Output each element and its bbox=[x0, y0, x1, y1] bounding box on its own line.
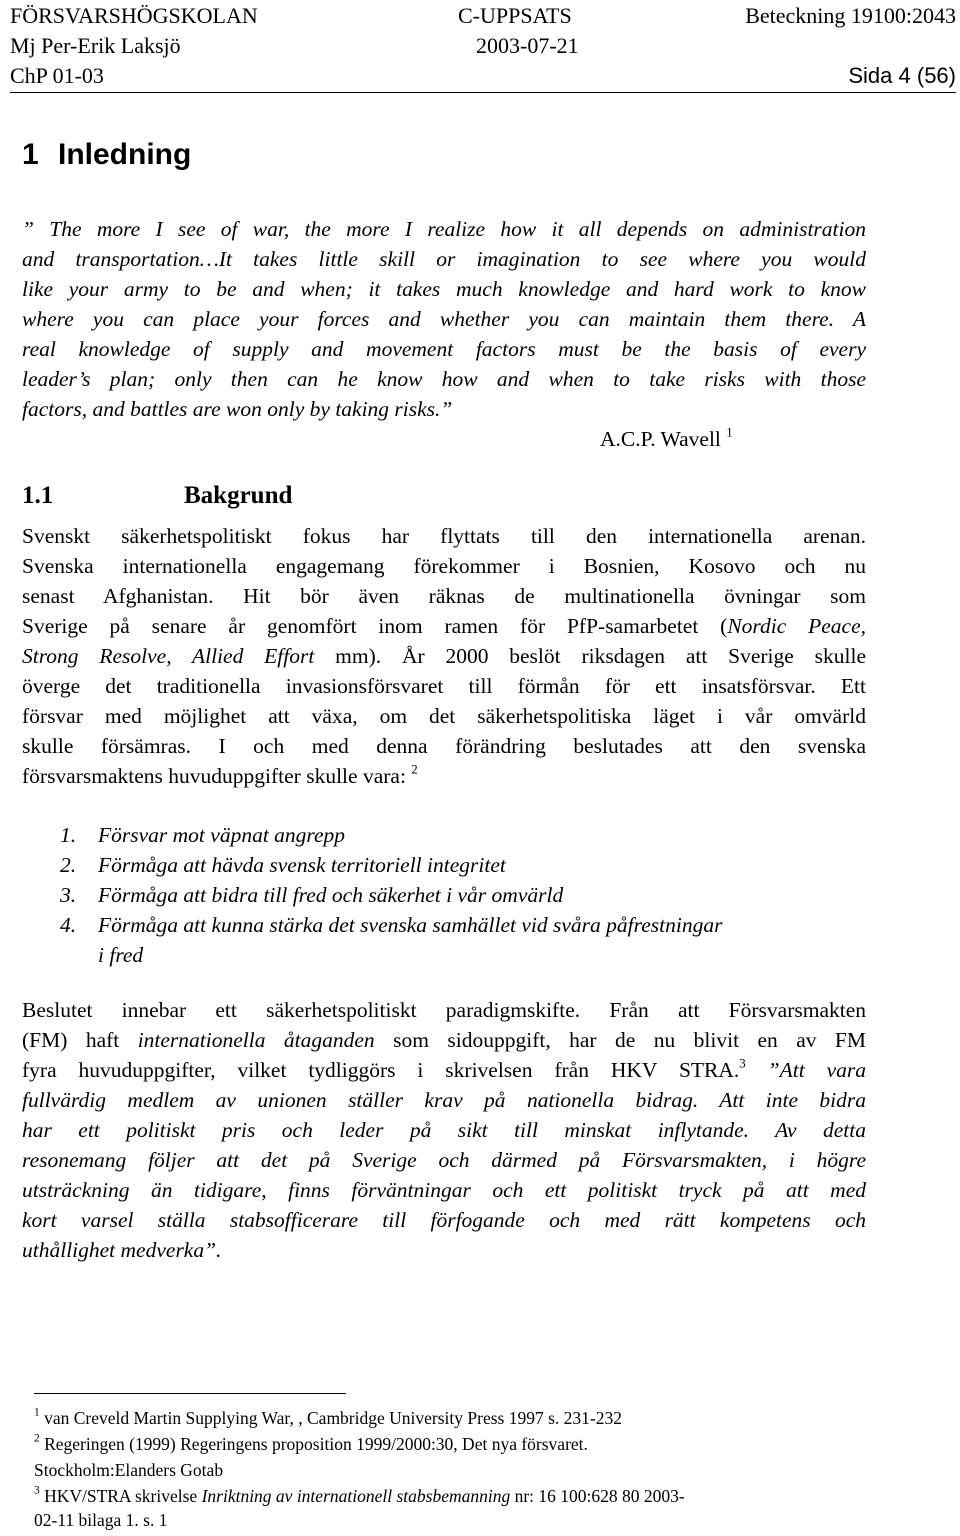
quote-line: factors, and battles are won only by taking risks.” bbox=[22, 397, 453, 421]
header-designation: Beteckning 19100:2043 bbox=[745, 3, 956, 28]
text-span: (FM) haft bbox=[22, 1028, 138, 1052]
paragraph-line: kort varsel ställa stabsofficerare till förfogande och med rätt kompetens och bbox=[22, 1208, 866, 1232]
paragraph-line: överge det traditionella invasionsförsvaret till förmån för ett insatsförsvar. Ett bbox=[22, 674, 866, 698]
quote-line: like your army to be and when; it takes much knowledge and hard work to know bbox=[22, 277, 866, 301]
list-item bbox=[60, 880, 722, 910]
background-paragraph bbox=[22, 521, 866, 791]
header-page-number: Sida 4 (56) bbox=[848, 63, 956, 88]
text-span: som sidouppgift, har de nu blivit en av FM bbox=[374, 1028, 867, 1052]
footnote-text: Regeringen (1999) Regeringens proposition 1999/2000:30, Det nya försvaret. bbox=[44, 1434, 588, 1454]
footnote-ref-2[interactable]: 2 bbox=[411, 762, 418, 777]
list-text: Förmåga att kunna stärka det svenska samhället vid svåra påfrestningar bbox=[98, 913, 723, 937]
paradigm-paragraph bbox=[22, 995, 866, 1265]
paragraph-line: Svenskt säkerhetspolitiskt fokus har flyttats till den internationella arenan. bbox=[22, 524, 866, 548]
list-item bbox=[60, 910, 722, 940]
tasks-list bbox=[60, 820, 722, 970]
list-text: Förmåga att bidra till fred och säkerhet i vår omvärld bbox=[98, 883, 564, 907]
paragraph-line: fullvärdig medlem av unionen ställer krav på nationella bidrag. Att inte bidra bbox=[22, 1088, 866, 1112]
paragraph-line bbox=[22, 641, 866, 671]
quote-line: and transportation…It takes little skill or imagination to see where you would bbox=[22, 247, 866, 271]
list-text: i fred bbox=[98, 943, 144, 967]
paragraph-line bbox=[22, 1025, 866, 1055]
footnote-2-continued: Stockholm:Elanders Gotab bbox=[34, 1460, 224, 1480]
italic-span: Nordic Peace, bbox=[727, 614, 866, 638]
list-number: 2. bbox=[60, 853, 77, 877]
list-text: Förmåga att hävda svensk territoriell integritet bbox=[98, 853, 506, 877]
footnote-1 bbox=[34, 1406, 622, 1430]
epigraph-quote bbox=[22, 214, 866, 424]
footnote-text: HKV/STRA skrivelse bbox=[44, 1486, 202, 1506]
subsection-number: 1.1 bbox=[22, 482, 54, 509]
list-item bbox=[60, 940, 722, 970]
footnote-italic: Inriktning av internationell stabsbemanning bbox=[201, 1486, 511, 1506]
list-item bbox=[60, 820, 722, 850]
footnote-text: van Creveld Martin Supplying War, , Cambridge University Press 1997 s. 231-232 bbox=[44, 1408, 622, 1428]
footnote-text: nr: 16 100:628 80 2003- bbox=[510, 1486, 685, 1506]
italic-span: ”Att vara bbox=[745, 1058, 866, 1082]
attribution-name: A.C.P. Wavell bbox=[600, 427, 721, 451]
text-span: försvarsmaktens huvuduppgifter skulle vara: bbox=[22, 764, 406, 788]
quote-line: real knowledge of supply and movement factors must be the basis of every bbox=[22, 337, 866, 361]
paragraph-line: Beslutet innebar ett säkerhetspolitiskt paradigmskifte. Från att Försvarsmakten bbox=[22, 998, 866, 1022]
paragraph-line: uthållighet medverka”. bbox=[22, 1238, 222, 1262]
italic-span: Strong Resolve, Allied Effort bbox=[22, 644, 315, 668]
list-number bbox=[60, 940, 98, 970]
section-heading bbox=[22, 138, 191, 172]
footnote-marker: 2 bbox=[34, 1432, 40, 1445]
paragraph-line: skulle försämras. I och med denna förändring beslutades att den svenska bbox=[22, 734, 866, 758]
paragraph-line bbox=[22, 611, 866, 641]
header-course: ChP 01-03 bbox=[10, 63, 104, 88]
quote-line: leader’s plan; only then can he know how and when to take risks with those bbox=[22, 367, 866, 391]
list-number: 3. bbox=[60, 883, 77, 907]
quote-attribution bbox=[600, 424, 733, 454]
header-school: FÖRSVARSHÖGSKOLAN bbox=[10, 3, 258, 28]
paragraph-line bbox=[22, 761, 866, 791]
footnote-marker: 3 bbox=[34, 1484, 40, 1497]
paragraph-line bbox=[22, 1055, 866, 1085]
quote-line: where you can place your forces and whether you can maintain them there. A bbox=[22, 307, 866, 331]
text-span: Sverige på senare år genomfört inom ramen för PfP-samarbetet ( bbox=[22, 614, 728, 638]
footnote-separator bbox=[34, 1393, 346, 1394]
quote-line: ” The more I see of war, the more I realize how it all depends on administration bbox=[22, 217, 866, 241]
footnote-ref-1[interactable]: 1 bbox=[726, 425, 733, 440]
header-author: Mj Per-Erik Laksjö bbox=[10, 33, 181, 58]
header-rule bbox=[10, 92, 956, 93]
header-date: 2003-07-21 bbox=[476, 33, 579, 58]
footnote-2 bbox=[34, 1432, 588, 1456]
subsection-title: Bakgrund bbox=[184, 482, 293, 509]
footnote-ref-3[interactable]: 3 bbox=[739, 1056, 746, 1071]
text-span: fyra huvuduppgifter, vilket tydliggörs i skrivelsen från HKV STRA. bbox=[22, 1058, 740, 1082]
paragraph-line: resonemang följer att det på Sverige och därmed på Försvarsmakten, i högre bbox=[22, 1148, 866, 1172]
section-title: Inledning bbox=[58, 138, 192, 171]
list-text: Försvar mot väpnat angrepp bbox=[98, 823, 346, 847]
footnote-3 bbox=[34, 1484, 685, 1508]
paragraph-line: senast Afghanistan. Hit bör även räknas de multinationella övningar som bbox=[22, 584, 866, 608]
paragraph-line: Svenska internationella engagemang förekommer i Bosnien, Kosovo och nu bbox=[22, 554, 866, 578]
section-number: 1 bbox=[22, 138, 39, 171]
footnote-marker: 1 bbox=[34, 1406, 40, 1419]
list-item bbox=[60, 850, 722, 880]
footnote-3-continued: 02-11 bilaga 1. s. 1 bbox=[34, 1510, 168, 1530]
italic-span: internationella åtaganden bbox=[137, 1028, 375, 1052]
paragraph-line: utsträckning än tidigare, finns förväntningar och ett politiskt tryck på att med bbox=[22, 1178, 866, 1202]
paragraph-line: har ett politiskt pris och leder på sikt till minskat inflytande. Av detta bbox=[22, 1118, 866, 1142]
subsection-heading bbox=[22, 482, 292, 510]
list-number: 4. bbox=[60, 913, 77, 937]
list-number: 1. bbox=[60, 823, 77, 847]
header-doc-type: C-UPPSATS bbox=[458, 3, 572, 28]
text-span: mm). År 2000 beslöt riksdagen att Sverige skulle bbox=[314, 644, 866, 668]
paragraph-line: försvar med möjlighet att växa, om det säkerhetspolitiska läget i vår omvärld bbox=[22, 704, 866, 728]
